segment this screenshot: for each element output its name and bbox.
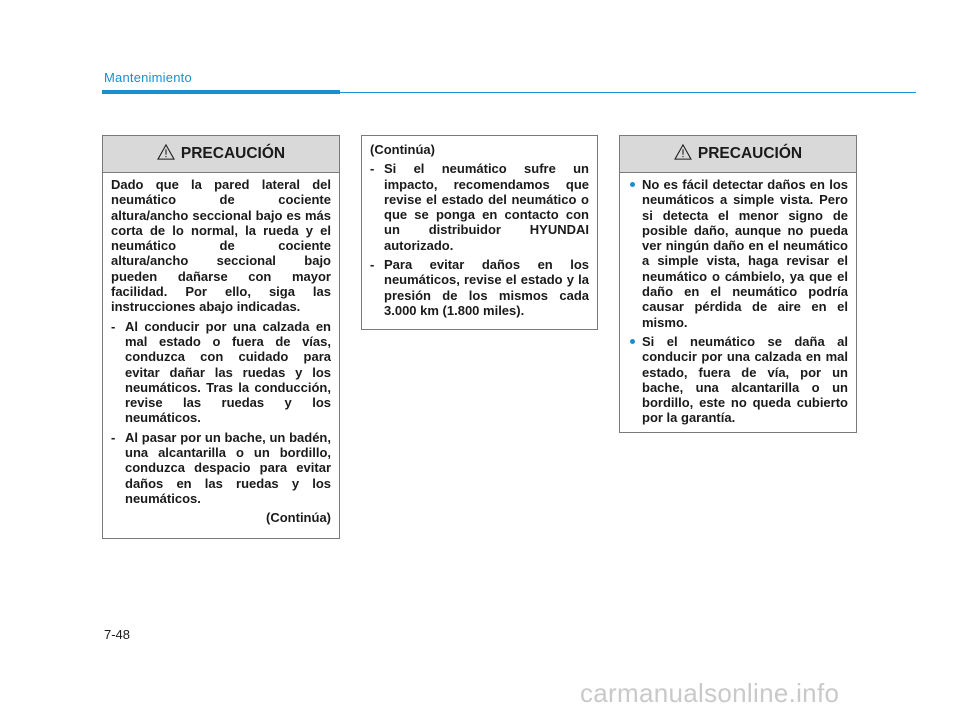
list-item: - Para evitar daños en los neumáticos, revise el estado y la presión de los mismos cada 3.000 km (1.800 miles). [370,257,589,318]
list-item: No es fácil detectar daños en los neumáticos a simple vista. Pero si detecta el menor signo de posible daño, aunque no pueda ver ningún daño en el neumático a simple vista, haga revisar el neumático o cámbielo, ya que el daño en el neumático podría causar pérdida de aire en el mismo. [628,177,848,330]
continued-note: (Continúa) [266,510,331,526]
watermark: carmanualsonline.info [580,678,840,708]
continuation-body [362,136,597,330]
page-number: 7-48 [104,627,131,642]
caution-header [103,136,339,173]
caution-title: PRECAUCIÓN [180,145,286,162]
continuation-box [361,135,598,330]
caution-box-right [619,135,857,433]
warning-triangle-icon [674,144,692,160]
header-rule-thick [102,90,340,94]
section-title: Mantenimiento [104,70,192,85]
list-item: Si el neumático se daña al conducir por una calzada en mal estado, fuera de vía, por un bache, una alcantarilla o un bordillo, este no queda cubierto por la garantía. [628,334,848,426]
caution-intro: Dado que la pared lateral del neumático de cociente altura/ancho seccional bajo es más corta de lo normal, la rueda y el neumático de cociente altura/ancho seccional bajo pueden dañarse con mayor facilidad. Por ello, siga las instrucciones abajo indicadas. [111,177,331,315]
continued-heading: (Continúa) [370,142,435,157]
caution-body [103,173,339,534]
list-item: - Al pasar por un bache, un badén, una alcantarilla o un bordillo, conduzca despacio para evitar daños en las ruedas y los neumáticos. [111,429,331,506]
caution-box-left [102,135,340,539]
bullet-icon [630,182,635,187]
caution-body [620,173,856,438]
header-rule-thin [340,92,916,93]
warning-triangle-icon [157,144,175,160]
caution-header [620,136,856,173]
bullet-icon [630,339,635,344]
list-item: - Si el neumático sufre un impacto, recomendamos que revise el estado del neumático o que se ponga en contacto con un distribuidor HYUNDAI autorizado. [370,161,589,253]
caution-title: PRECAUCIÓN [697,145,803,162]
list-item: - Al conducir por una calzada en mal estado o fuera de vías, conduzca con cuidado para evitar dañar las ruedas y los neumáticos. Tras la conducción, revise las ruedas y los neumáticos. [111,318,331,426]
